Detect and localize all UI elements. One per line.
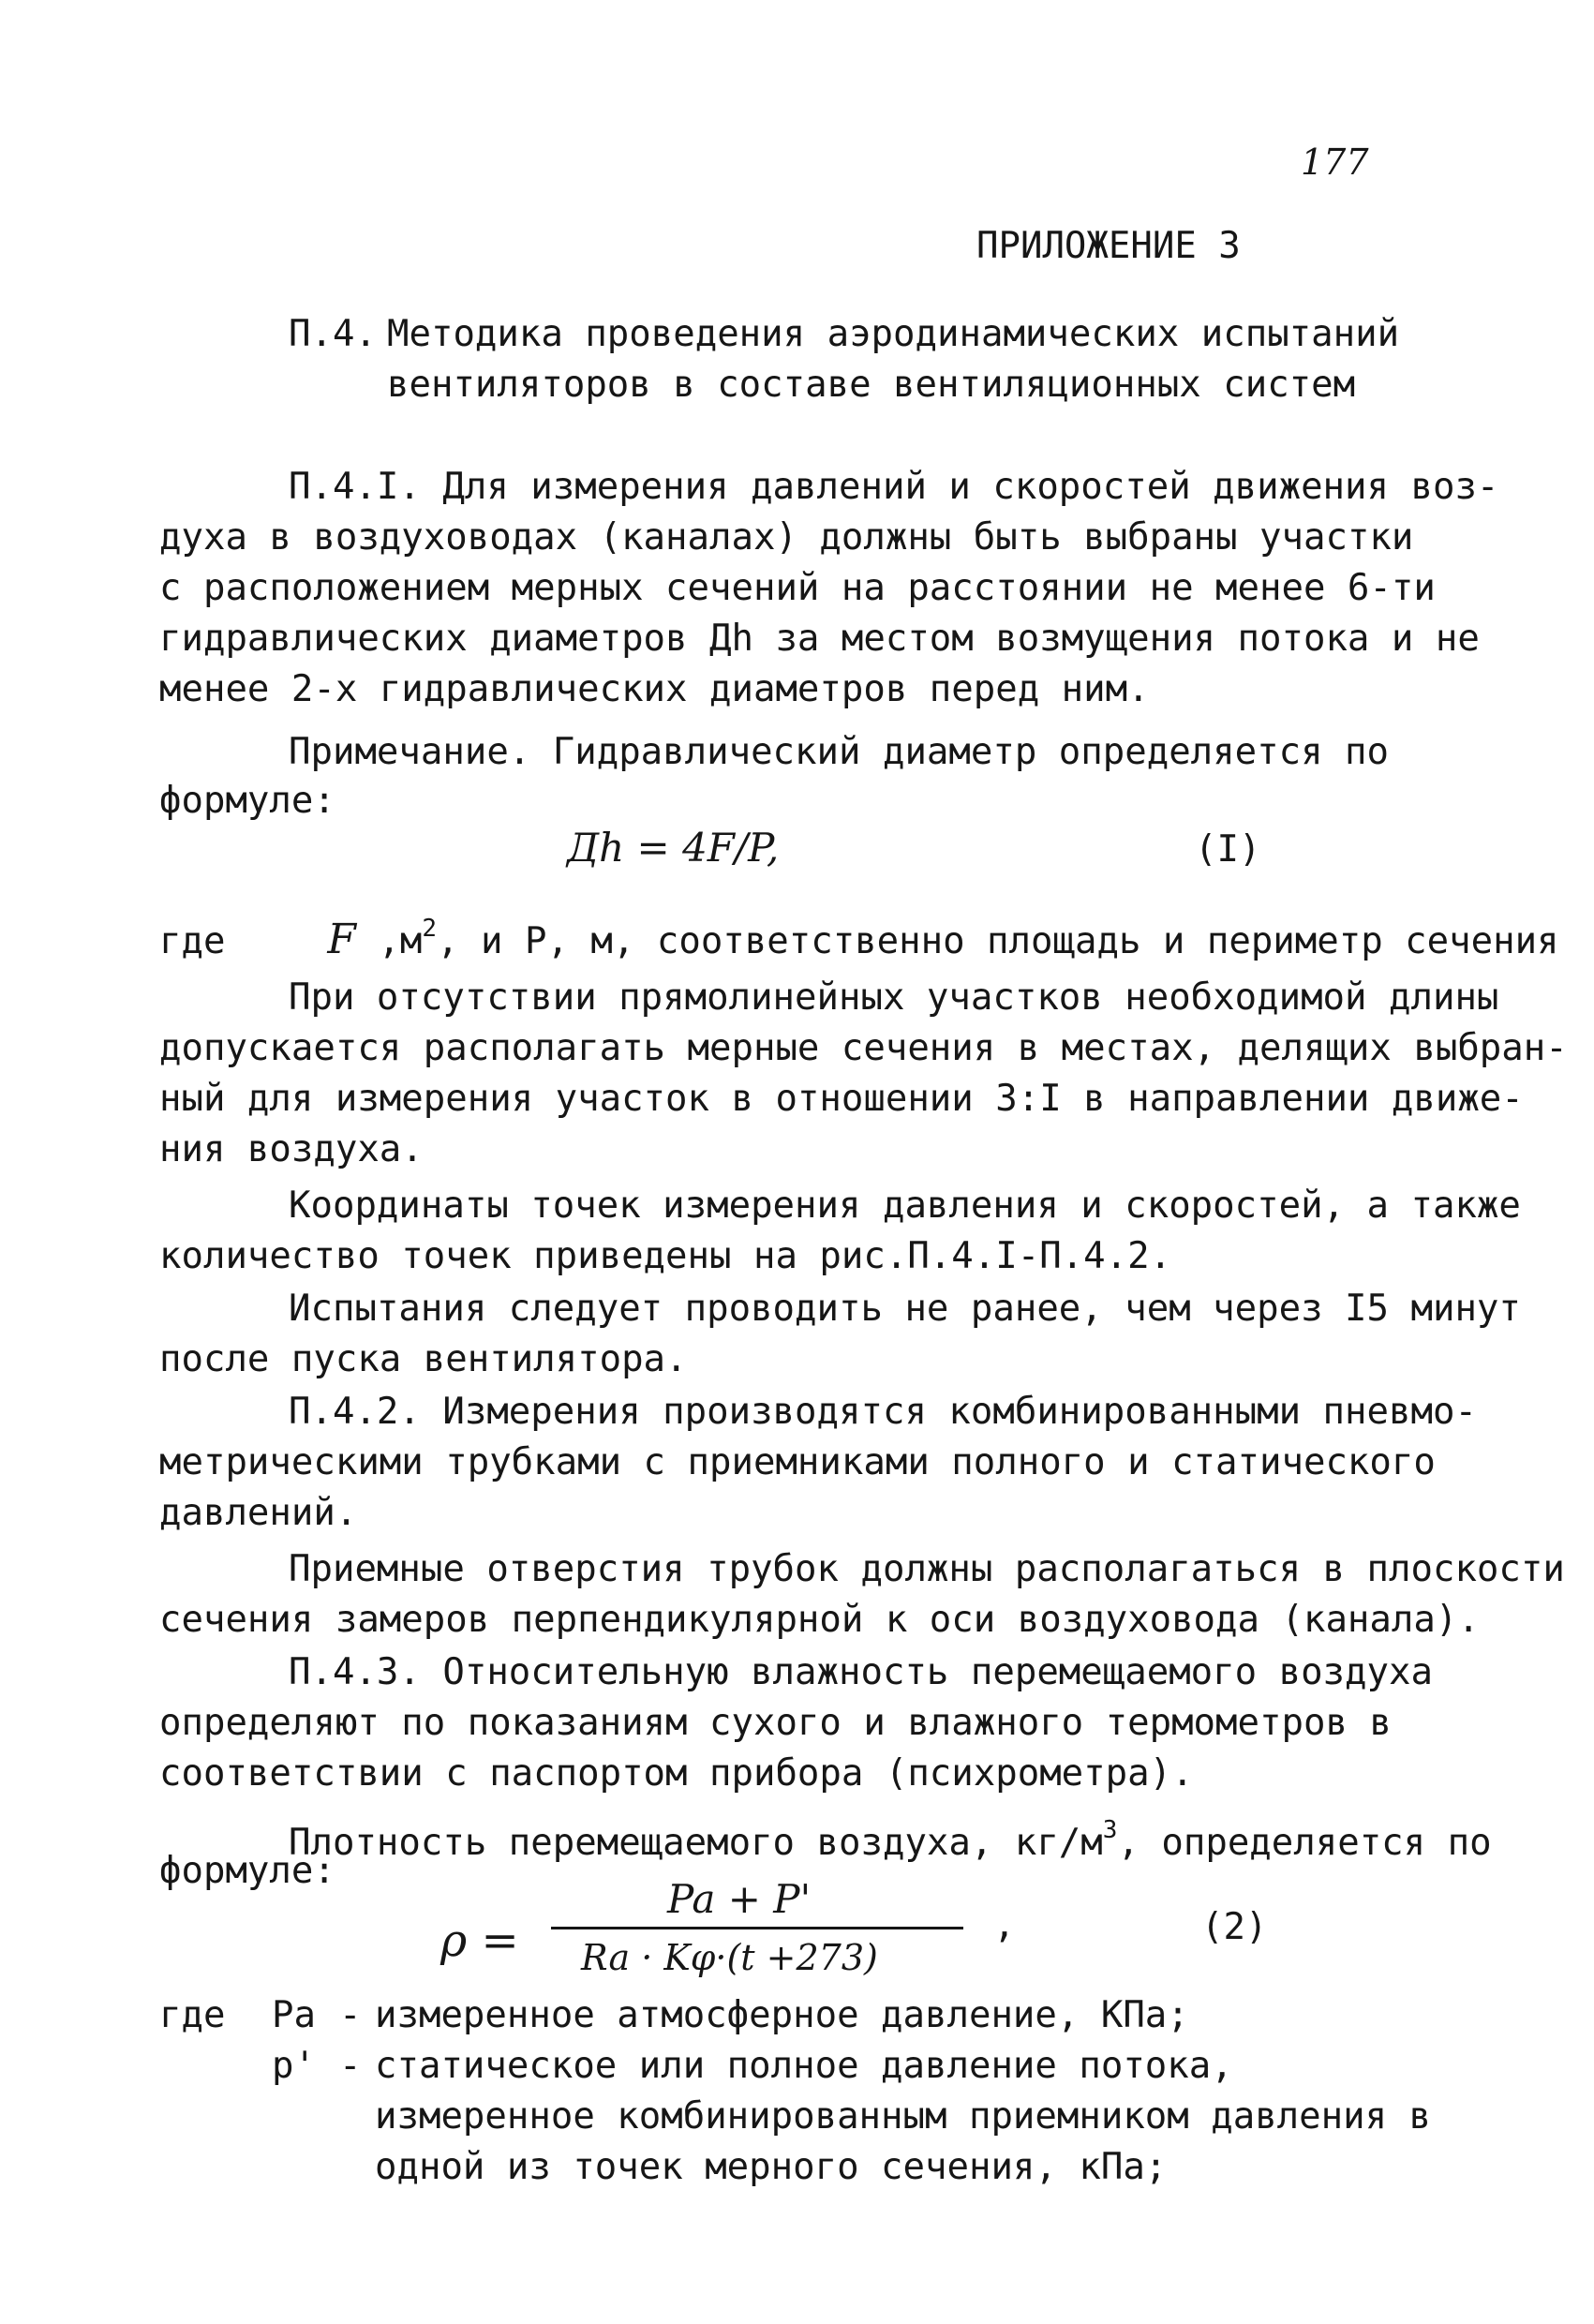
- p41-line-1: П.4.I. Для измерения давлений и скоростей движения воз-: [289, 466, 1499, 508]
- formula-2-denominator: Ra · Kφ·(t +273): [581, 1937, 878, 1978]
- para-line: П.4.2. Измерения производятся комбинированными пневмо-: [289, 1391, 1477, 1433]
- where-2-sym-1: Ра: [272, 1994, 316, 2036]
- where-word: где: [159, 920, 226, 962]
- section-title-line1: Методика проведения аэродинамических испытаний: [387, 313, 1400, 355]
- density-text: Плотность перемещаемого воздуха, кг/м: [289, 1822, 1103, 1864]
- density-tail: , определяется по: [1117, 1822, 1492, 1864]
- para-line: формуле:: [159, 1850, 335, 1892]
- para-line: ный для измерения участок в отношении 3:I в направлении движе-: [159, 1078, 1524, 1120]
- appendix-title: ПРИЛОЖЕНИЕ 3: [976, 225, 1241, 267]
- where-2-text-2: статическое или полное давление потока,: [375, 2045, 1233, 2087]
- unit-m: ,м: [378, 920, 423, 962]
- para-line: метрическими трубками с приемниками полного и статического: [159, 1441, 1436, 1483]
- fraction-bar: [551, 1927, 963, 1929]
- section-number: П.4.: [289, 313, 377, 355]
- para-line: количество точек приведены на рис.П.4.I-П.4.2.: [159, 1235, 1172, 1277]
- where-2-word: где: [159, 1994, 226, 2036]
- para-line: после пуска вентилятора.: [159, 1338, 688, 1380]
- where-2-cont-1: измеренное комбинированным приемником давления в: [375, 2095, 1432, 2138]
- formula-2-comma: ,: [993, 1904, 1016, 1946]
- page-number: 177: [1301, 142, 1369, 183]
- density-exponent: 3: [1102, 1816, 1118, 1844]
- where-2-dash-1: -: [339, 1994, 362, 2036]
- variable-f: F: [327, 916, 356, 963]
- note-line-2: формуле:: [159, 780, 335, 822]
- density-line: [289, 1807, 1492, 1867]
- para-line: П.4.3. Относительную влажность перемещаемого воздуха: [289, 1651, 1433, 1693]
- where-2-sym-2: р': [272, 2045, 316, 2087]
- para-line: При отсутствии прямолинейных участков необходимой длины: [289, 976, 1499, 1019]
- para-line: определяют по показаниям сухого и влажного термометров в: [159, 1702, 1392, 1744]
- p41-line-4: гидравлических диаметров Дh за местом возмущения потока и не: [159, 618, 1480, 660]
- para-line: Координаты точек измерения давления и скоростей, а также: [289, 1184, 1521, 1227]
- para-line: ния воздуха.: [159, 1128, 424, 1170]
- formula-2-lhs: ρ =: [440, 1914, 519, 1967]
- p41-line-2: духа в воздуховодах (каналах) должны быть выбраны участки: [159, 516, 1414, 559]
- where-2-text-1: измеренное атмосферное давление, КПа;: [375, 1994, 1189, 2036]
- unit-exponent: 2: [422, 915, 438, 943]
- p41-line-5: менее 2-х гидравлических диаметров перед ним.: [159, 668, 1150, 710]
- formula-1: Дh = 4F/P,: [567, 825, 780, 871]
- para-line: допускается располагать мерные сечения в местах, делящих выбран-: [159, 1027, 1568, 1069]
- para-line: давлений.: [159, 1492, 358, 1534]
- where-2-dash-2: -: [339, 2045, 362, 2087]
- note-line-1: Примечание. Гидравлический диаметр определяется по: [289, 731, 1389, 773]
- formula-1-number: (I): [1195, 828, 1261, 871]
- para-line: сечения замеров перпендикулярной к оси воздуховода (канала).: [159, 1599, 1480, 1641]
- para-line: Испытания следует проводить не ранее, чем через I5 минут: [289, 1288, 1521, 1330]
- section-title-line2: вентиляторов в составе вентиляционных систем: [387, 364, 1356, 406]
- formula-2-number: (2): [1201, 1906, 1268, 1948]
- where-1-rest: , и Р, м, соответственно площадь и периметр сечения: [437, 920, 1559, 962]
- para-line: соответствии с паспортом прибора (психрометра).: [159, 1752, 1194, 1795]
- where-2-cont-2: одной из точек мерного сечения, кПа;: [375, 2146, 1168, 2188]
- formula-2-numerator: Pa + P': [667, 1876, 812, 1922]
- p41-line-3: с расположением мерных сечений на расстоянии не менее 6-ти: [159, 567, 1436, 609]
- para-line: Приемные отверстия трубок должны располагаться в плоскости: [289, 1548, 1565, 1590]
- where-1-line: [159, 905, 1559, 965]
